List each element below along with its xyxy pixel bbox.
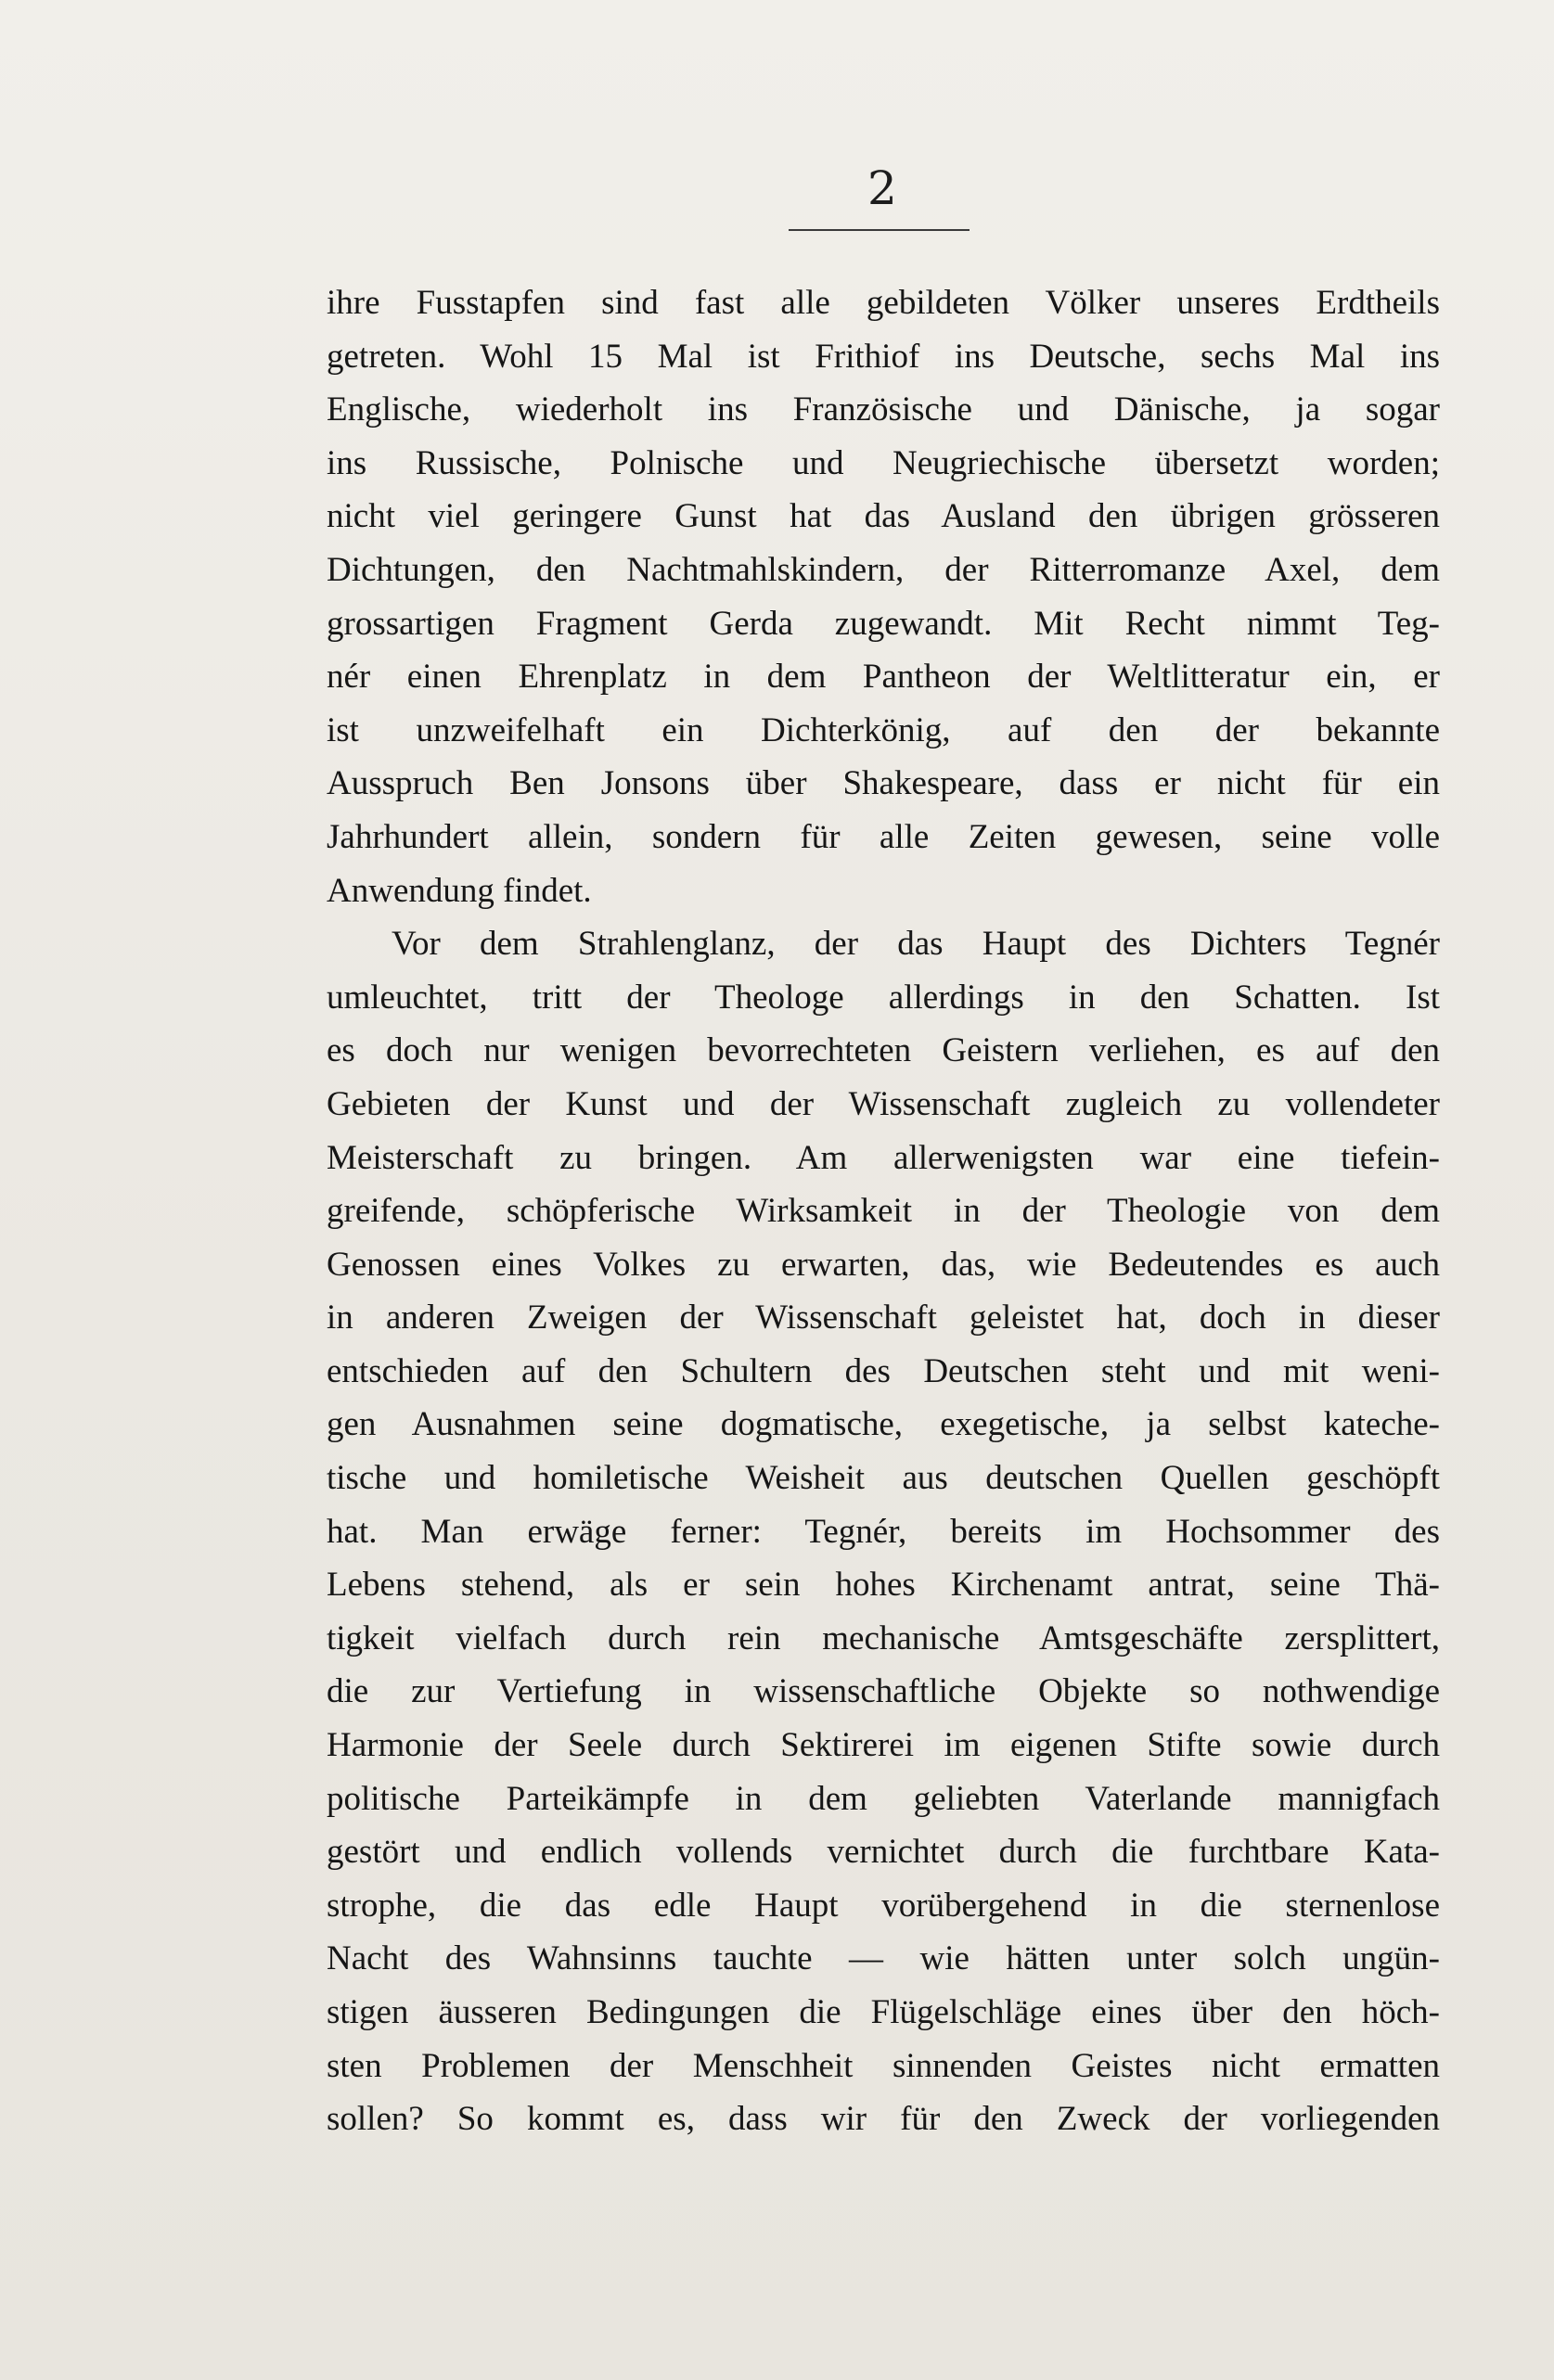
text-line: hat. Man erwäge ferner: Tegnér, bereits im Hochsommer des [327, 1512, 1440, 1551]
text-line: ins Russische, Polnische und Neugriechische übersetzt worden; [327, 443, 1440, 482]
body-text [327, 276, 1440, 2146]
text-line: ihre Fusstapfen sind fast alle gebildeten Völker unseres Erdtheils [327, 284, 1440, 322]
paragraph-start-line: Vor dem Strahlenglanz, der das Haupt des Dichters Tegnér [392, 925, 1440, 964]
text-line: die zur Vertiefung in wissenschaftliche Objekte so nothwendige [327, 1672, 1440, 1711]
text-line: politische Parteikämpfe in dem geliebten Vaterlande mannigfach [327, 1779, 1440, 1818]
text-line: Meisterschaft zu bringen. Am allerwenigsten war eine tiefein- [327, 1138, 1440, 1177]
text-line: Nacht des Wahnsinns tauchte — wie hätten unter solch ungün- [327, 1939, 1440, 1978]
text-line: sten Problemen der Menschheit sinnenden Geistes nicht ermatten [327, 2046, 1440, 2085]
text-line: grossartigen Fragment Gerda zugewandt. Mit Recht nimmt Teg- [327, 604, 1440, 643]
text-line: gestört und endlich vollends vernichtet durch die furchtbare Kata- [327, 1833, 1440, 1872]
text-line: Englische, wiederholt ins Französische und Dänische, ja sogar [327, 390, 1440, 429]
text-line: Harmonie der Seele durch Sektirerei im eigenen Stifte sowie durch [327, 1726, 1440, 1765]
text-line: es doch nur wenigen bevorrechteten Geistern verliehen, es auf den [327, 1031, 1440, 1070]
text-line: nér einen Ehrenplatz in dem Pantheon der Weltlitteratur ein, er [327, 658, 1440, 697]
text-line: Jahrhundert allein, sondern für alle Zeiten gewesen, seine volle [327, 817, 1440, 856]
text-line: umleuchtet, tritt der Theologe allerdings in den Schatten. Ist [327, 978, 1440, 1017]
text-line: strophe, die das edle Haupt vorübergehend in die sternenlose [327, 1886, 1440, 1925]
text-line: in anderen Zweigen der Wissenschaft geleistet hat, doch in dieser [327, 1299, 1440, 1337]
page-number-rule [789, 229, 970, 231]
text-line: Lebens stehend, als er sein hohes Kirchenamt antrat, seine Thä- [327, 1566, 1440, 1605]
text-line: nicht viel geringere Gunst hat das Ausland den übrigen grösseren [327, 497, 1440, 536]
text-line: getreten. Wohl 15 Mal ist Frithiof ins Deutsche, sechs Mal ins [327, 337, 1440, 376]
text-line: gen Ausnahmen seine dogmatische, exegetische, ja selbst kateche- [327, 1405, 1440, 1444]
text-line: greifende, schöpferische Wirksamkeit in der Theologie von dem [327, 1192, 1440, 1231]
text-line: tigkeit vielfach durch rein mechanische Amtsgeschäfte zersplittert, [327, 1619, 1440, 1657]
text-line: Genossen eines Volkes zu erwarten, das, wie Bedeutendes es auch [327, 1245, 1440, 1284]
text-line: Ausspruch Ben Jonsons über Shakespeare, dass er nicht für ein [327, 764, 1440, 803]
text-line: ist unzweifelhaft ein Dichterkönig, auf den der bekannte [327, 710, 1440, 749]
text-line: sollen? So kommt es, dass wir für den Zweck der vorliegenden [327, 2100, 1440, 2139]
text-line: Gebieten der Kunst und der Wissenschaft zugleich zu vollendeter [327, 1084, 1440, 1123]
paragraph-end-line: Anwendung findet. [327, 871, 592, 910]
text-line: tische und homiletische Weisheit aus deutschen Quellen geschöpft [327, 1459, 1440, 1498]
page-number: 2 [867, 161, 897, 215]
text-line: Dichtungen, den Nachtmahlskindern, der Ritterromanze Axel, dem [327, 550, 1440, 589]
text-line: stigen äusseren Bedingungen die Flügelschläge eines über den höch- [327, 1993, 1440, 2031]
text-line: entschieden auf den Schultern des Deutschen steht und mit weni- [327, 1351, 1440, 1390]
